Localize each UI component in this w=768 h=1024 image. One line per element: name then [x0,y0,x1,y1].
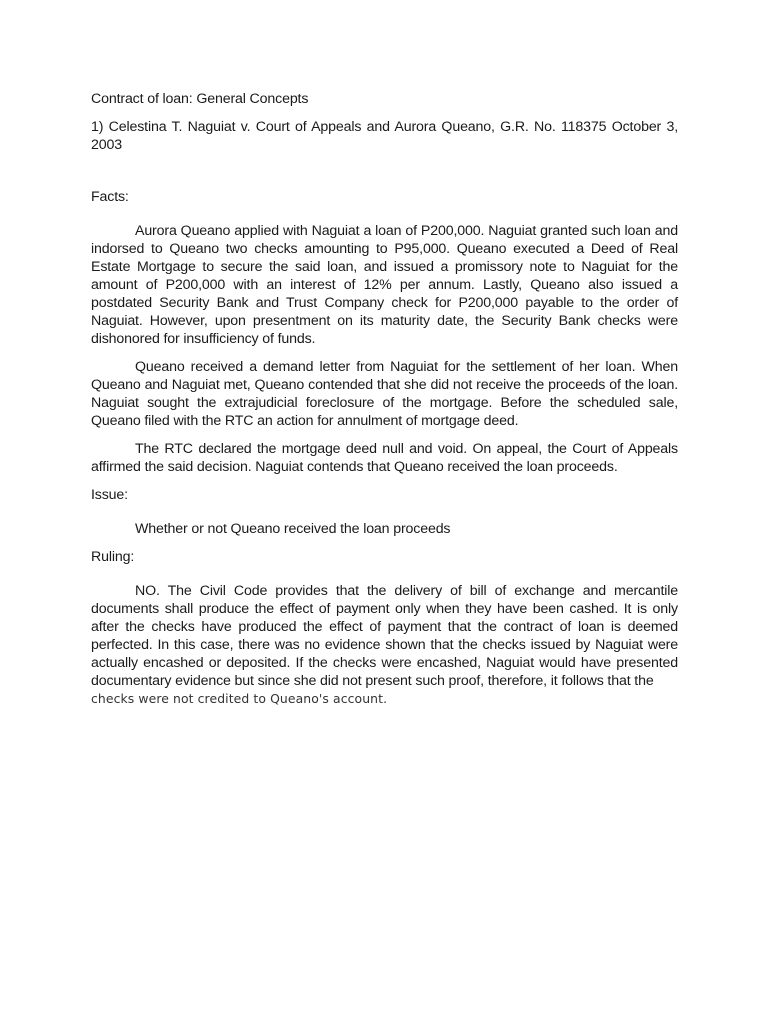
case-heading: 1) Celestina T. Naguiat v. Court of Appeals and Aurora Queano, G.R. No. 118375 October 3, 2003 [91,119,678,153]
ruling-paragraph: NO. The Civil Code provides that the delivery of bill of exchange and mercantile documents shall produce the effect of payment only when they have been cashed. It is only after the checks have produced the effect of payment that the contract of loan is deemed perfected. In this case, there was no evidence shown that the checks issued by Naguiat were actually encashed or deposited. If the checks were encashed, Naguiat would have presented documentary evidence but since she did not present such proof, therefore, it follows that the [91,583,678,689]
facts-paragraph-3: The RTC declared the mortgage deed null and void. On appeal, the Court of Appeals affirmed the said decision. Naguiat contends that Queano received the loan proceeds. [91,441,678,475]
ruling-heading: Ruling: [91,549,135,565]
document-title: Contract of loan: General Concepts [91,91,309,107]
facts-heading: Facts: [91,189,129,205]
issue-heading: Issue: [91,487,128,503]
issue-text: Whether or not Queano received the loan proceeds [135,521,451,537]
facts-paragraph-1: Aurora Queano applied with Naguiat a loan of P200,000. Naguiat granted such loan and indorsed to Queano two checks amounting to P95,000. Queano executed a Deed of Real Estate Mortgage to secure the said loan, and issued a promissory note to Naguiat for the amount of P200,000 with an interest of 12% per annum. Lastly, Queano also issued a postdated Security Bank and Trust Company check for P200,000 payable to the order of Naguiat. However, upon presentment on its maturity date, the Security Bank checks were dishonored for insufficiency of funds. [91,223,678,347]
document-page [91,90,678,708]
ruling-last-line: checks were not credited to Queano's account. [91,691,388,706]
facts-paragraph-2: Queano received a demand letter from Naguiat for the settlement of her loan. When Queano and Naguiat met, Queano contended that she did not receive the proceeds of the loan. Naguiat sought the extrajudicial foreclosure of the mortgage. Before the scheduled sale, Queano filed with the RTC an action for annulment of mortgage deed. [91,359,678,429]
